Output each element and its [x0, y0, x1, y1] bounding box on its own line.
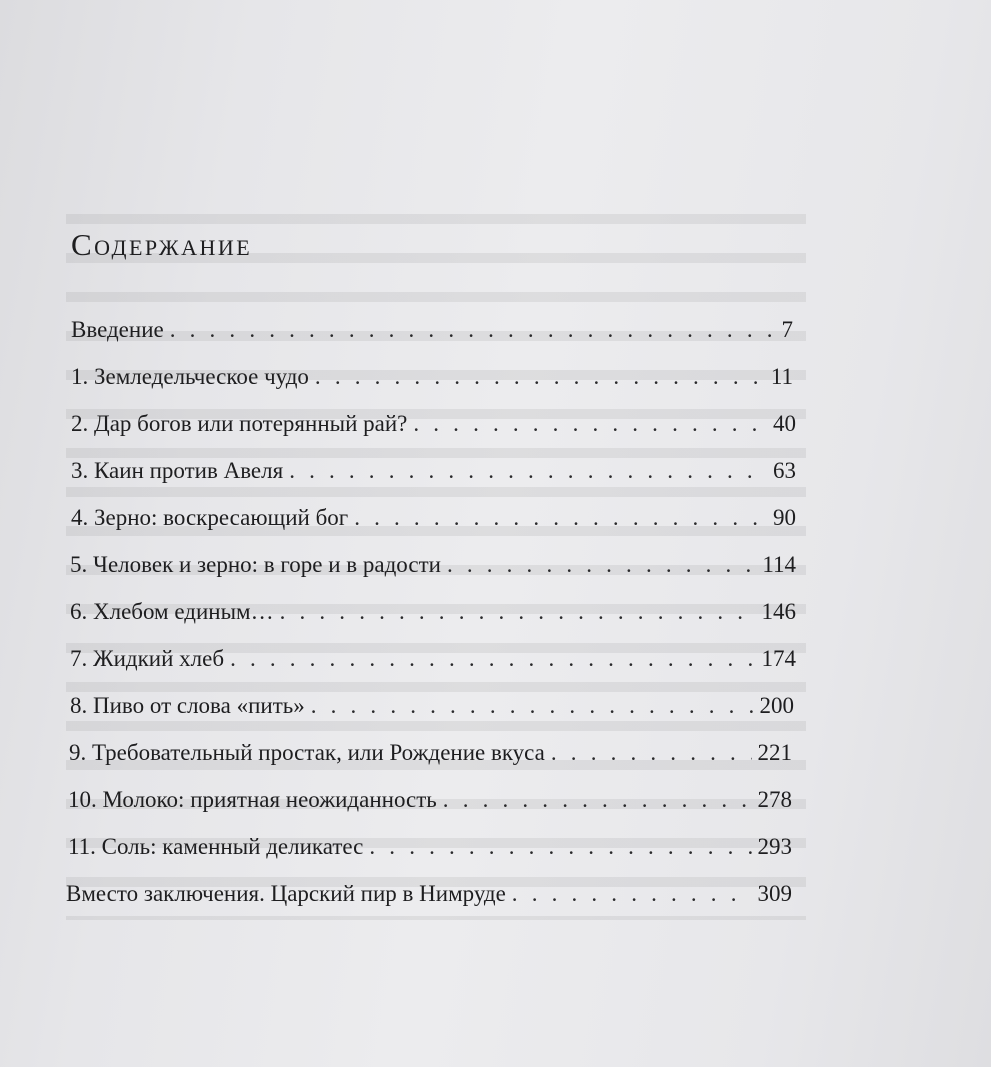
- toc-entry: [70, 634, 796, 674]
- toc-entry: [71, 352, 793, 392]
- toc-entry: [70, 587, 796, 627]
- toc-entry: [71, 399, 796, 439]
- toc-entry-page: 11: [770, 364, 793, 389]
- dot-leader: [289, 456, 767, 486]
- toc-entry-page: 200: [759, 693, 794, 718]
- toc-entry-label: 10. Молоко: приятная неожиданность: [68, 787, 437, 812]
- toc-entry-page: 7: [781, 317, 793, 342]
- toc-entry-page: 293: [757, 834, 792, 859]
- dot-leader: [230, 644, 755, 674]
- toc-entry: [70, 681, 794, 721]
- dot-leader: [311, 691, 754, 721]
- toc-entry-page: 90: [773, 505, 796, 530]
- dot-leader: [512, 879, 752, 909]
- toc-entry-label: 6. Хлебом единым…: [70, 599, 274, 624]
- dot-leader: [447, 550, 756, 580]
- toc-entry-label: 2. Дар богов или потерянный рай?: [71, 411, 408, 436]
- toc-entry: [71, 493, 796, 533]
- toc-entry: [68, 822, 792, 862]
- toc-entry-page: 114: [762, 552, 796, 577]
- toc-entry: [66, 869, 792, 909]
- toc-entry-label: 8. Пиво от слова «пить»: [70, 693, 305, 718]
- toc-entry-label: 3. Каин против Авеля: [71, 458, 284, 483]
- dot-leader: [280, 597, 756, 627]
- dot-leader: [369, 832, 751, 862]
- toc-entry-label: 11. Соль: каменный деликатес: [68, 834, 364, 859]
- toc-entry: [71, 305, 793, 345]
- toc-entry-page: 63: [773, 458, 796, 483]
- toc-entry-label: 7. Жидкий хлеб: [70, 646, 225, 671]
- toc-entry-page: 40: [773, 411, 796, 436]
- dot-leader: [354, 503, 767, 533]
- toc-entry-page: 221: [757, 740, 792, 765]
- toc-entry-label: 5. Человек и зерно: в горе и в радости: [70, 552, 441, 577]
- dot-leader: [443, 785, 752, 815]
- toc-entry-page: 174: [761, 646, 796, 671]
- toc-entry-label: 4. Зерно: воскресающий бог: [71, 505, 349, 530]
- toc-entry: [69, 728, 792, 768]
- toc-entry-page: 309: [757, 881, 792, 906]
- toc-entry: [68, 775, 792, 815]
- toc-entry-label: Введение: [71, 317, 164, 342]
- toc-entry-page: 146: [761, 599, 796, 624]
- toc-entry-label: 1. Земледельческое чудо: [71, 364, 309, 389]
- toc-entry-label: Вместо заключения. Царский пир в Нимруде: [66, 881, 506, 906]
- dot-leader: [170, 315, 776, 345]
- toc-title: Содержание: [71, 227, 253, 262]
- dot-leader: [413, 409, 767, 439]
- toc-entry-label: 9. Требовательный простак, или Рождение вкуса: [69, 740, 545, 765]
- toc-entry: [70, 540, 796, 580]
- toc-entry-page: 278: [757, 787, 792, 812]
- toc-entry: [71, 446, 796, 486]
- dot-leader: [551, 738, 752, 768]
- dot-leader: [315, 362, 765, 392]
